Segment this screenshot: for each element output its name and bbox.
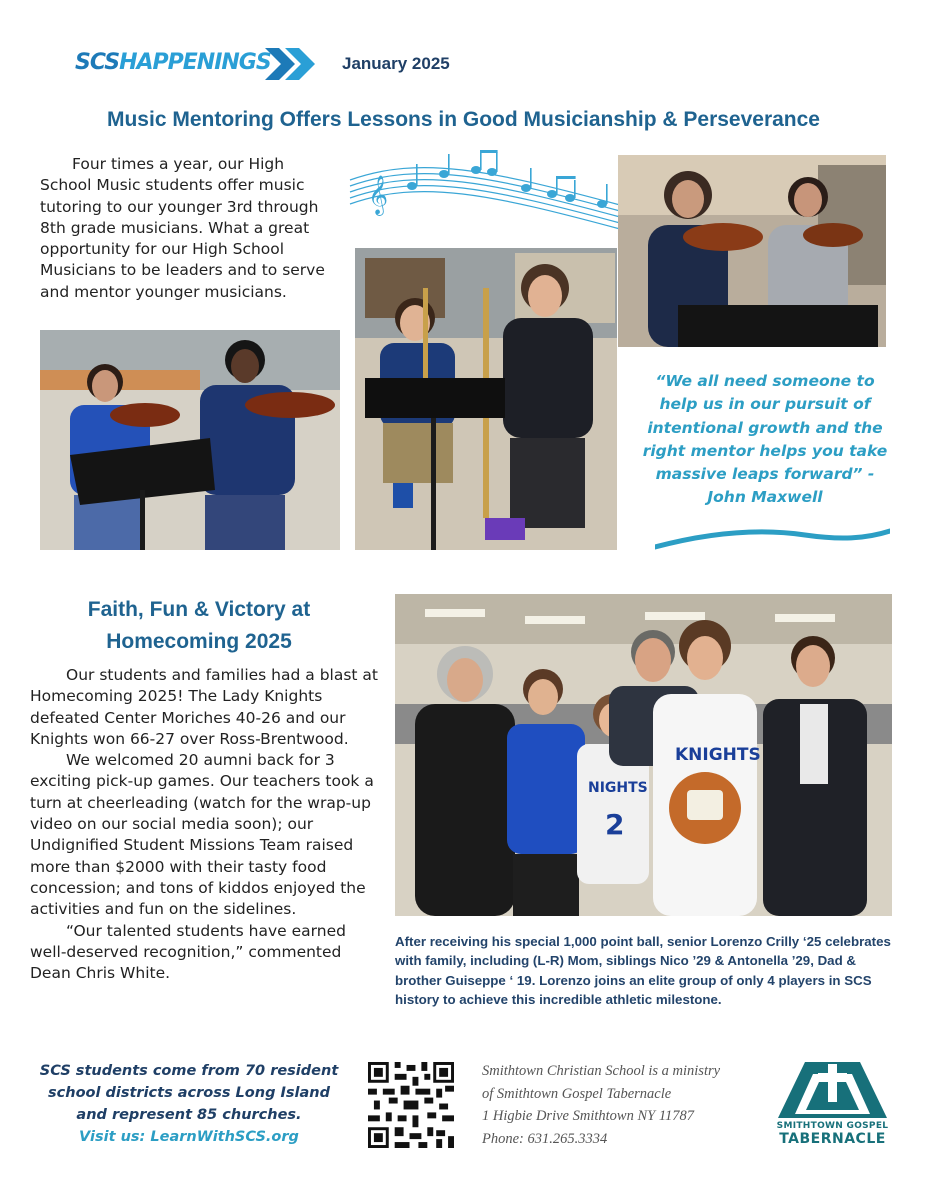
photo-violin-students: [618, 155, 886, 347]
scs-happenings-logo: [75, 50, 271, 75]
article2-paragraph: We welcomed 20 aumni back for 3 exciting pick-up games. Our teachers took a turn at cheerleading (watch for the wrap-up video on our social media soon); our Undignified Student Missions Team raised more than $2000 with their tasty food concession; and tons of kiddos enjoyed the activities and fun on the sidelines.: [30, 751, 374, 919]
jersey-word: KNIGHTS: [675, 745, 761, 765]
maxwell-quote: “We all need someone to help us in our pursuit of intentional growth and the right mentor helps you take massive leaps forward” - John Maxwell: [642, 372, 888, 507]
article2-title-line2: Homecoming 2025: [106, 630, 292, 653]
article2-title-line1: Faith, Fun & Victory at: [87, 598, 311, 621]
article2-body: [30, 665, 378, 984]
tabernacle-name-big: TABERNACLE: [779, 1131, 886, 1147]
music-notes-icon: [340, 150, 625, 230]
photo-trombone-students: [355, 248, 617, 550]
footer-stats-line: SCS students come from 70 resident: [39, 1063, 339, 1079]
visit-link[interactable]: Visit us: LearnWithSCS.org: [79, 1129, 299, 1145]
footer-stats-line: school districts across Long Island: [48, 1085, 330, 1101]
chevron-arrows-icon: [265, 46, 321, 82]
logo-scs-text: SCS: [75, 50, 120, 75]
photo-homecoming-family: [395, 594, 892, 916]
article1-intro: [40, 154, 340, 303]
logo-happenings-text: HAPPENINGS: [119, 50, 271, 75]
tabernacle-cross-icon: [775, 1058, 890, 1118]
tabernacle-name-small: SMITHTOWN GOSPEL: [776, 1121, 889, 1131]
qr-code-icon[interactable]: [368, 1062, 454, 1148]
article2-paragraph: Our students and families had a blast at Homecoming 2025! The Lady Knights defeated Center Moriches 40-26 and our Knights won 66-27 over Ross-Brentwood.: [30, 666, 378, 748]
article1-intro-text: Four times a year, our High School Music students offer music tutoring to our younger 3rd through 8th grade musicians. What a great opportunity for our High School Musicians to be leaders and to serve and mentor younger musicians.: [40, 155, 325, 301]
article1-title: Music Mentoring Offers Lessons in Good Musicianship & Perseverance: [106, 108, 820, 131]
svg-text:𝄞: 𝄞: [368, 175, 389, 215]
jersey-number: 2: [605, 808, 625, 841]
svg-text:NIGHTS: NIGHTS: [588, 780, 648, 796]
footer-stats: [30, 1060, 348, 1148]
photo-caption: After receiving his special 1,000 point ball, senior Lorenzo Crilly ‘25 celebrates with family, including (L-R) Mom, siblings Nico ’29 & Antonella ’29, Dad & brother Guiseppe ‘ 19. Lorenzo joins an elite group of only 4 players in SCS history to achieve this incredible athletic milestone.: [395, 934, 891, 1008]
footer-stats-line: and represent 85 churches.: [76, 1107, 302, 1123]
ministry-line: Smithtown Christian School is a ministry: [482, 1063, 721, 1079]
phone-text: Phone: 631.265.3334: [482, 1130, 608, 1147]
address-text: 1 Higbie Drive Smithtown NY 11787: [482, 1108, 694, 1124]
ministry-line: of Smithtown Gospel Tabernacle: [482, 1085, 672, 1102]
article2-paragraph: “Our talented students have earned well-deserved recognition,” commented Dean Chris White.: [30, 921, 346, 983]
photo-violin-lesson: [40, 330, 340, 550]
issue-date: January 2025: [342, 54, 450, 73]
article2-title: [40, 594, 358, 658]
ministry-info: [482, 1060, 782, 1150]
wave-divider-icon: [655, 525, 890, 553]
